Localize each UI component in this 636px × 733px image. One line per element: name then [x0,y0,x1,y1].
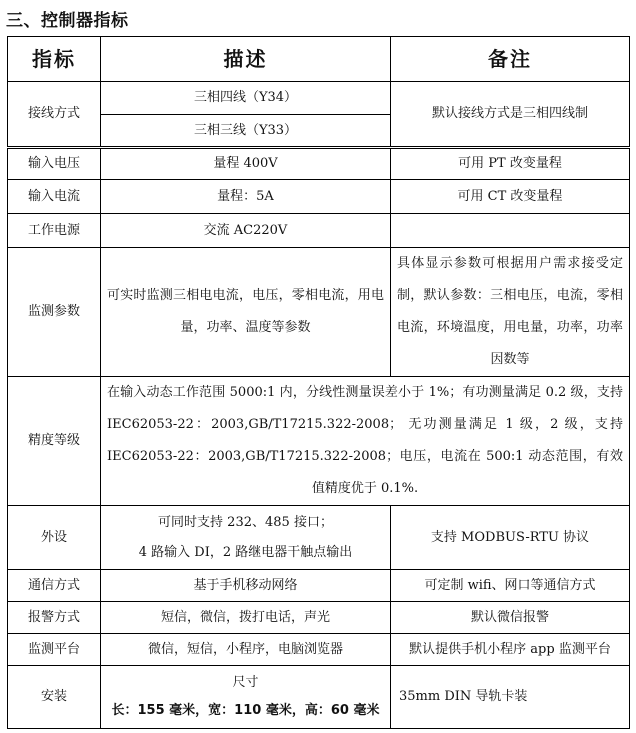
controller-spec-table [7,36,630,729]
section-title: 三、控制器指标 [6,11,129,31]
alarm-remark: 默认微信报警 [391,602,630,634]
alarm-desc: 短信，微信，拨打电话，声光 [101,602,391,634]
table-row [8,506,630,570]
table-row [8,377,630,506]
installation-desc [101,666,391,729]
row-name-input-current: 输入电流 [8,180,101,214]
installation-desc-line-1: 尺寸 [232,675,259,690]
table-row [8,180,630,214]
wiring-desc-1: 三相四线（Y34） [101,82,391,115]
peripherals-desc-line-1: 可同时支持 232、485 接口； [158,514,333,530]
row-name-input-voltage: 输入电压 [8,148,101,180]
input-current-remark: 可用 CT 改变量程 [391,180,630,214]
wiring-desc-2: 三相三线（Y33） [101,115,391,148]
wiring-remark: 默认接线方式是三相四线制 [391,82,630,148]
power-supply-desc: 交流 AC220V [101,214,391,248]
input-voltage-desc: 量程 400V [101,148,391,180]
table-row [8,82,630,115]
row-name-monitoring-params: 监测参数 [8,248,101,377]
communication-desc: 基于手机移动网络 [101,570,391,602]
header-remark: 备注 [391,37,630,82]
table-row [8,214,630,248]
table-row [8,248,630,377]
row-name-power-supply: 工作电源 [8,214,101,248]
table-row [8,634,630,666]
installation-remark: 35mm DIN 导轨卡装 [391,666,630,729]
communication-remark: 可定制 wifi、网口等通信方式 [391,570,630,602]
peripherals-remark: 支持 MODBUS-RTU 协议 [391,506,630,570]
header-indicator: 指标 [8,37,101,82]
row-name-peripherals: 外设 [8,506,101,570]
platform-remark: 默认提供手机小程序 app 监测平台 [391,634,630,666]
platform-desc: 微信，短信，小程序，电脑浏览器 [101,634,391,666]
table-row [8,570,630,602]
monitoring-params-desc: 可实时监测三相电电流，电压，零相电流，用电量，功率、温度等参数 [101,248,391,377]
peripherals-desc [101,506,391,570]
row-name-platform: 监测平台 [8,634,101,666]
monitoring-params-remark: 具体显示参数可根据用户需求接受定制，默认参数：三相电压，电流，零相电流，环境温度，用电量，功率，功率因数等 [391,248,630,377]
row-name-communication: 通信方式 [8,570,101,602]
table-row [8,666,630,729]
input-current-desc: 量程：5A [101,180,391,214]
accuracy-desc: 在输入动态工作范围 5000:1 内，分线性测量误差小于 1%；有功测量满足 0.2 级，支持 IEC62053-22：2003,GB/T17215.322-2008； 无功测量满足 1 级，2 级，支持 IEC62053-22：2003,GB/T17215.322-2008；电压，电流在 500:1 动态范围，有效值精度优于 0.1%. [101,377,630,506]
table-row [8,602,630,634]
peripherals-desc-line-2: 4 路输入 DI，2 路继电器干触点输出 [138,544,353,560]
header-row [8,37,630,82]
header-description: 描述 [101,37,391,82]
row-name-accuracy: 精度等级 [8,377,101,506]
row-name-wiring: 接线方式 [8,82,101,148]
input-voltage-remark: 可用 PT 改变量程 [391,148,630,180]
row-name-installation: 安装 [8,666,101,729]
row-name-alarm: 报警方式 [8,602,101,634]
installation-dimensions: 长：155 毫米，宽：110 毫米，高：60 毫米 [111,703,380,718]
power-supply-remark [391,214,630,248]
table-row [8,148,630,180]
